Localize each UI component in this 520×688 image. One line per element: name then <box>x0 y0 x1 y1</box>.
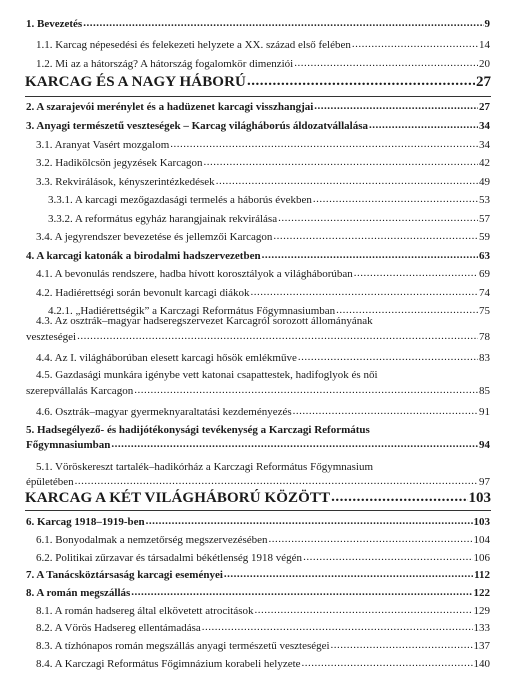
toc-entry-title: 3.4. A jegyrendszer bevezetése és jellemzői Karcagon <box>36 231 273 243</box>
toc-entry-title: 4.6. Osztrák–magyar gyermeknyaraltatási kezdeményezés <box>36 406 292 418</box>
dot-leader <box>131 586 472 597</box>
toc-page-number: 57 <box>479 213 490 225</box>
toc-page-number: 34 <box>479 120 490 132</box>
toc-page-number: 137 <box>473 640 490 652</box>
toc-entry-title: 6.2. Politikai zűrzavar és társadalmi békétlenség 1918 végén <box>36 552 303 564</box>
toc-entry-title: 8.3. A tízhónapos román megszállás anyagi természetű veszteségei <box>36 640 330 652</box>
dot-leader <box>314 100 478 111</box>
dot-leader <box>247 73 475 88</box>
dot-leader <box>216 175 478 186</box>
toc-entry-title: 6.1. Bonyodalmak a nemzetőrség megszervezésében <box>36 534 268 546</box>
toc-page-number: 74 <box>479 287 490 299</box>
toc-page-number: 112 <box>474 569 490 581</box>
toc-page-number: 63 <box>479 250 490 262</box>
dot-leader <box>352 38 478 49</box>
toc-page-number: 14 <box>479 39 490 51</box>
toc-entry-title-continuation: épületében <box>26 476 74 488</box>
toc-page-number: 20 <box>479 58 490 70</box>
dot-leader <box>302 657 473 668</box>
dot-leader <box>83 17 483 28</box>
toc-entry-title-continuation: veszteségei <box>26 331 77 343</box>
section-divider <box>25 96 491 97</box>
dot-leader <box>134 384 478 395</box>
toc-entry-title-continuation: szerepvállalás Karcagon <box>26 385 134 397</box>
toc-page-number: 78 <box>479 331 490 343</box>
toc-entry-title: 3.1. Aranyat Vasért mozgalom <box>36 139 170 151</box>
toc-page-number: 104 <box>473 534 490 546</box>
toc-entry-title: KARCAG ÉS A NAGY HÁBORÚ <box>25 74 246 90</box>
dot-leader <box>75 475 478 486</box>
dot-leader <box>313 193 478 204</box>
toc-page-number: 122 <box>473 587 490 599</box>
toc-entry-title: 1.2. Mi az a hátország? A hátország fogalomkör dimenziói <box>36 58 294 70</box>
toc-entry-title: 3.3.1. A karcagi mezőgazdasági termelés a háborús években <box>48 194 312 206</box>
toc-page-number: 103 <box>468 490 491 506</box>
toc-entry-title: 5. Hadsegélyező- és hadijótékonysági tevékenység a Karczagi Református <box>26 424 370 436</box>
toc-entry-title: 4.2. Hadiérettségi során bevonult karcagi diákok <box>36 287 250 299</box>
toc-entry-title: 8.2. A Vörös Hadsereg ellentámadása <box>36 622 201 634</box>
toc-entry-title: 7. A Tanácsköztársaság karcagi eseményei <box>26 569 223 581</box>
toc-page-number: 97 <box>479 476 490 488</box>
toc-entry-title: 3.3.2. A református egyház harangjainak rekvirálása <box>48 213 278 225</box>
toc-entry-title-continuation: Főgymnasiumban <box>26 439 111 451</box>
toc-entry-title: 1.1. Karcag népesedési és felekezeti helyzete a XX. század első felében <box>36 39 351 51</box>
toc-entry-title: 8.1. A román hadsereg által elkövetett atrocitások <box>36 605 254 617</box>
toc-page-number: 9 <box>484 18 490 30</box>
toc-page-number: 103 <box>473 516 490 528</box>
dot-leader <box>303 551 472 562</box>
dot-leader <box>146 515 473 526</box>
toc-entry-title: 4.2.1. „Hadiérettségik” a Karczagi Református Főgymnasiumban <box>48 305 336 317</box>
toc-page-number: 59 <box>479 231 490 243</box>
toc-page-number: 27 <box>479 101 490 113</box>
toc-entry-title: KARCAG A KÉT VILÁGHÁBORÚ KÖZÖTT <box>25 490 331 506</box>
toc-page-number: 133 <box>473 622 490 634</box>
toc-entry-title: 3. Anyagi természetű veszteségek – Karcag világháborús áldozatvállalása <box>26 120 368 132</box>
dot-leader <box>331 489 467 504</box>
toc-entry-title: 4.5. Gazdasági munkára igénybe vett katonai csapattestek, hadifoglyok és női <box>36 369 378 381</box>
toc-entry-title: 6. Karcag 1918–1919-ben <box>26 516 145 528</box>
dot-leader <box>298 351 478 362</box>
dot-leader <box>293 405 478 416</box>
toc-entry-title: 8.4. A Karczagi Református Főgimnázium korabeli helyzete <box>36 658 301 670</box>
dot-leader <box>273 230 478 241</box>
toc-page-number: 53 <box>479 194 490 206</box>
dot-leader <box>331 639 473 650</box>
dot-leader <box>278 212 478 223</box>
dot-leader <box>202 621 473 632</box>
dot-leader <box>262 249 478 260</box>
toc-page-number: 34 <box>479 139 490 151</box>
toc-page-number: 83 <box>479 352 490 364</box>
toc-entry-title: 5.1. Vöröskereszt tartalék–hadikórház a Karczagi Református Főgymnasium <box>36 461 374 473</box>
toc-page-number: 129 <box>473 605 490 617</box>
dot-leader <box>203 156 478 167</box>
dot-leader <box>170 138 478 149</box>
dot-leader <box>336 304 478 315</box>
toc-page-number: 106 <box>473 552 490 564</box>
toc-page-number: 85 <box>479 385 490 397</box>
dot-leader <box>111 438 478 449</box>
toc-entry-title: 8. A román megszállás <box>26 587 131 599</box>
dot-leader <box>77 330 478 341</box>
dot-leader <box>224 568 473 579</box>
toc-page-number: 94 <box>479 439 490 451</box>
toc-page-number: 42 <box>479 157 490 169</box>
toc-page-number: 49 <box>479 176 490 188</box>
toc-page-number: 75 <box>479 305 490 317</box>
section-divider <box>25 510 491 511</box>
toc-entry-title: 3.2. Hadikölcsön jegyzések Karcagon <box>36 157 203 169</box>
toc-page-number: 91 <box>479 406 490 418</box>
dot-leader <box>354 267 478 278</box>
toc-page-number: 27 <box>476 74 491 90</box>
dot-leader <box>369 119 478 130</box>
dot-leader <box>251 286 478 297</box>
toc-page-number: 140 <box>473 658 490 670</box>
toc-entry-title: 3.3. Rekvirálások, kényszerintézkedések <box>36 176 215 188</box>
toc-entry-title: 1. Bevezetés <box>26 18 83 30</box>
toc-page-number: 69 <box>479 268 490 280</box>
dot-leader <box>294 57 478 68</box>
dot-leader <box>255 604 473 615</box>
toc-entry-title: 4.1. A bevonulás rendszere, hadba hívott korosztályok a világháborúban <box>36 268 353 280</box>
toc-entry-title: 2. A szarajevói merénylet és a hadüzenet karcagi visszhangjai <box>26 101 314 113</box>
toc-entry-title: 4.3. Az osztrák–magyar hadseregszervezet Karcagról sorozott állományának <box>36 315 373 327</box>
toc-entry-title: 4.4. Az I. világháborúban elesett karcagi hősök emlékműve <box>36 352 297 364</box>
toc-entry-title: 4. A karcagi katonák a birodalmi hadszervezetben <box>26 250 261 262</box>
dot-leader <box>269 533 473 544</box>
